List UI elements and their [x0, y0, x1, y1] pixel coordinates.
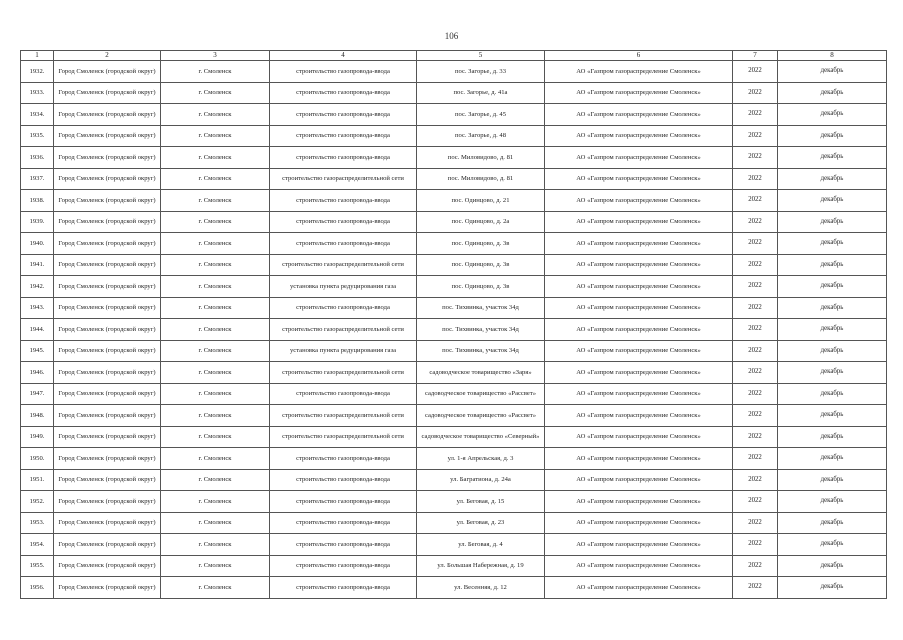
address-cell: пос. Тихвинка, участок 34д	[417, 340, 545, 362]
work-type-cell: строительство газопровода-ввода	[270, 469, 417, 491]
month-cell: декабрь	[778, 491, 887, 513]
column-header: 7	[733, 51, 778, 61]
month-cell: декабрь	[778, 233, 887, 255]
work-type-cell: строительство газопровода-ввода	[270, 555, 417, 577]
table-row	[21, 512, 887, 534]
address-cell: ул. Беговая, д. 15	[417, 491, 545, 513]
month-cell: декабрь	[778, 254, 887, 276]
operator-cell: АО «Газпром газораспределение Смоленск»	[545, 82, 733, 104]
operator-cell: АО «Газпром газораспределение Смоленск»	[545, 104, 733, 126]
operator-cell: АО «Газпром газораспределение Смоленск»	[545, 168, 733, 190]
year-cell: 2022	[733, 340, 778, 362]
settlement-cell: г. Смоленск	[161, 426, 270, 448]
operator-cell: АО «Газпром газораспределение Смоленск»	[545, 297, 733, 319]
year-cell: 2022	[733, 82, 778, 104]
table-row	[21, 190, 887, 212]
address-cell: пос. Загорье, д. 41а	[417, 82, 545, 104]
operator-cell: АО «Газпром газораспределение Смоленск»	[545, 512, 733, 534]
work-type-cell: установка пункта редуцирования газа	[270, 340, 417, 362]
month-cell: декабрь	[778, 534, 887, 556]
municipality-cell: Город Смоленск (городской округ)	[54, 297, 161, 319]
year-cell: 2022	[733, 297, 778, 319]
work-type-cell: строительство газопровода-ввода	[270, 211, 417, 233]
address-cell: садоводческое товарищество «Рассвет»	[417, 405, 545, 427]
operator-cell: АО «Газпром газораспределение Смоленск»	[545, 448, 733, 470]
month-cell: декабрь	[778, 190, 887, 212]
work-type-cell: строительство газопровода-ввода	[270, 61, 417, 83]
address-cell: пос. Тихвинка, участок 34д	[417, 319, 545, 341]
operator-cell: АО «Газпром газораспределение Смоленск»	[545, 254, 733, 276]
month-cell: декабрь	[778, 383, 887, 405]
settlement-cell: г. Смоленск	[161, 61, 270, 83]
work-type-cell: строительство газопровода-ввода	[270, 190, 417, 212]
year-cell: 2022	[733, 233, 778, 255]
municipality-cell: Город Смоленск (городской округ)	[54, 405, 161, 427]
table-row	[21, 61, 887, 83]
municipality-cell: Город Смоленск (городской округ)	[54, 448, 161, 470]
table-row	[21, 147, 887, 169]
row-number-cell: 1952.	[21, 491, 54, 513]
month-cell: декабрь	[778, 125, 887, 147]
work-type-cell: установка пункта редуцирования газа	[270, 276, 417, 298]
operator-cell: АО «Газпром газораспределение Смоленск»	[545, 534, 733, 556]
month-cell: декабрь	[778, 448, 887, 470]
address-cell: ул. Беговая, д. 23	[417, 512, 545, 534]
year-cell: 2022	[733, 469, 778, 491]
settlement-cell: г. Смоленск	[161, 147, 270, 169]
operator-cell: АО «Газпром газораспределение Смоленск»	[545, 211, 733, 233]
work-type-cell: строительство газопровода-ввода	[270, 448, 417, 470]
operator-cell: АО «Газпром газораспределение Смоленск»	[545, 383, 733, 405]
municipality-cell: Город Смоленск (городской округ)	[54, 577, 161, 599]
settlement-cell: г. Смоленск	[161, 362, 270, 384]
page-number: 106	[444, 31, 459, 41]
municipality-cell: Город Смоленск (городской округ)	[54, 82, 161, 104]
operator-cell: АО «Газпром газораспределение Смоленск»	[545, 340, 733, 362]
municipality-cell: Город Смоленск (городской округ)	[54, 469, 161, 491]
table-row	[21, 319, 887, 341]
row-number-cell: 1940.	[21, 233, 54, 255]
year-cell: 2022	[733, 512, 778, 534]
month-cell: декабрь	[778, 61, 887, 83]
table-row	[21, 577, 887, 599]
month-cell: декабрь	[778, 168, 887, 190]
address-cell: пос. Миловидово, д. 81	[417, 147, 545, 169]
month-cell: декабрь	[778, 211, 887, 233]
address-cell: пос. Миловидово, д. 81	[417, 168, 545, 190]
settlement-cell: г. Смоленск	[161, 555, 270, 577]
row-number-cell: 1935.	[21, 125, 54, 147]
address-cell: пос. Загорье, д. 48	[417, 125, 545, 147]
row-number-cell: 1944.	[21, 319, 54, 341]
month-cell: декабрь	[778, 469, 887, 491]
gasification-table	[20, 50, 887, 599]
month-cell: декабрь	[778, 426, 887, 448]
table-row	[21, 448, 887, 470]
month-cell: декабрь	[778, 340, 887, 362]
settlement-cell: г. Смоленск	[161, 233, 270, 255]
row-number-cell: 1943.	[21, 297, 54, 319]
year-cell: 2022	[733, 168, 778, 190]
year-cell: 2022	[733, 276, 778, 298]
row-number-cell: 1941.	[21, 254, 54, 276]
operator-cell: АО «Газпром газораспределение Смоленск»	[545, 125, 733, 147]
address-cell: пос. Одинцово, д. 3в	[417, 233, 545, 255]
work-type-cell: строительство газопровода-ввода	[270, 512, 417, 534]
table-row	[21, 469, 887, 491]
address-cell: пос. Одинцово, д. 3в	[417, 276, 545, 298]
column-header: 1	[21, 51, 54, 61]
row-number-cell: 1946.	[21, 362, 54, 384]
operator-cell: АО «Газпром газораспределение Смоленск»	[545, 426, 733, 448]
row-number-cell: 1942.	[21, 276, 54, 298]
column-header: 8	[778, 51, 887, 61]
work-type-cell: строительство газораспределительной сети	[270, 168, 417, 190]
table-row	[21, 340, 887, 362]
operator-cell: АО «Газпром газораспределение Смоленск»	[545, 577, 733, 599]
month-cell: декабрь	[778, 276, 887, 298]
address-cell: пос. Одинцово, д. 2а	[417, 211, 545, 233]
operator-cell: АО «Газпром газораспределение Смоленск»	[545, 61, 733, 83]
address-cell: ул. Весенняя, д. 12	[417, 577, 545, 599]
table-row	[21, 82, 887, 104]
municipality-cell: Город Смоленск (городской округ)	[54, 61, 161, 83]
table-row	[21, 491, 887, 513]
settlement-cell: г. Смоленск	[161, 383, 270, 405]
column-header: 5	[417, 51, 545, 61]
settlement-cell: г. Смоленск	[161, 211, 270, 233]
year-cell: 2022	[733, 319, 778, 341]
work-type-cell: строительство газопровода-ввода	[270, 383, 417, 405]
work-type-cell: строительство газораспределительной сети	[270, 362, 417, 384]
work-type-cell: строительство газопровода-ввода	[270, 82, 417, 104]
year-cell: 2022	[733, 61, 778, 83]
column-number-row	[21, 51, 887, 61]
settlement-cell: г. Смоленск	[161, 577, 270, 599]
operator-cell: АО «Газпром газораспределение Смоленск»	[545, 190, 733, 212]
municipality-cell: Город Смоленск (городской округ)	[54, 276, 161, 298]
column-header: 3	[161, 51, 270, 61]
settlement-cell: г. Смоленск	[161, 297, 270, 319]
municipality-cell: Город Смоленск (городской округ)	[54, 362, 161, 384]
table-row	[21, 125, 887, 147]
row-number-cell: 1947.	[21, 383, 54, 405]
settlement-cell: г. Смоленск	[161, 491, 270, 513]
column-header: 4	[270, 51, 417, 61]
municipality-cell: Город Смоленск (городской округ)	[54, 254, 161, 276]
table-row	[21, 211, 887, 233]
address-cell: ул. Беговая, д. 4	[417, 534, 545, 556]
municipality-cell: Город Смоленск (городской округ)	[54, 168, 161, 190]
settlement-cell: г. Смоленск	[161, 276, 270, 298]
work-type-cell: строительство газопровода-ввода	[270, 297, 417, 319]
column-header: 6	[545, 51, 733, 61]
row-number-cell: 1932.	[21, 61, 54, 83]
address-cell: пос. Одинцово, д. 3в	[417, 254, 545, 276]
operator-cell: АО «Газпром газораспределение Смоленск»	[545, 469, 733, 491]
row-number-cell: 1948.	[21, 405, 54, 427]
address-cell: ул. Багратиона, д. 24а	[417, 469, 545, 491]
table-row	[21, 534, 887, 556]
month-cell: декабрь	[778, 104, 887, 126]
row-number-cell: 1936.	[21, 147, 54, 169]
work-type-cell: строительство газораспределительной сети	[270, 319, 417, 341]
month-cell: декабрь	[778, 555, 887, 577]
operator-cell: АО «Газпром газораспределение Смоленск»	[545, 233, 733, 255]
table-row	[21, 233, 887, 255]
operator-cell: АО «Газпром газораспределение Смоленск»	[545, 491, 733, 513]
table-row	[21, 555, 887, 577]
month-cell: декабрь	[778, 297, 887, 319]
operator-cell: АО «Газпром газораспределение Смоленск»	[545, 362, 733, 384]
work-type-cell: строительство газораспределительной сети	[270, 405, 417, 427]
table-row	[21, 362, 887, 384]
year-cell: 2022	[733, 534, 778, 556]
municipality-cell: Город Смоленск (городской округ)	[54, 383, 161, 405]
month-cell: декабрь	[778, 405, 887, 427]
month-cell: декабрь	[778, 362, 887, 384]
municipality-cell: Город Смоленск (городской округ)	[54, 491, 161, 513]
municipality-cell: Город Смоленск (городской округ)	[54, 190, 161, 212]
table-row	[21, 104, 887, 126]
row-number-cell: 1945.	[21, 340, 54, 362]
row-number-cell: 1949.	[21, 426, 54, 448]
table-row	[21, 168, 887, 190]
table-row	[21, 297, 887, 319]
settlement-cell: г. Смоленск	[161, 254, 270, 276]
address-cell: садоводческое товарищество «Рассвет»	[417, 383, 545, 405]
year-cell: 2022	[733, 190, 778, 212]
municipality-cell: Город Смоленск (городской округ)	[54, 125, 161, 147]
year-cell: 2022	[733, 147, 778, 169]
column-header: 2	[54, 51, 161, 61]
address-cell: пос. Тихвинка, участок 34д	[417, 297, 545, 319]
month-cell: декабрь	[778, 82, 887, 104]
address-cell: ул. 1-я Апрельская, д. 3	[417, 448, 545, 470]
row-number-cell: 1954.	[21, 534, 54, 556]
municipality-cell: Город Смоленск (городской округ)	[54, 319, 161, 341]
settlement-cell: г. Смоленск	[161, 125, 270, 147]
work-type-cell: строительство газопровода-ввода	[270, 577, 417, 599]
address-cell: садоводческое товарищество «Северный»	[417, 426, 545, 448]
settlement-cell: г. Смоленск	[161, 319, 270, 341]
operator-cell: АО «Газпром газораспределение Смоленск»	[545, 276, 733, 298]
address-cell: ул. Большая Набережная, д. 19	[417, 555, 545, 577]
address-cell: пос. Одинцово, д. 21	[417, 190, 545, 212]
municipality-cell: Город Смоленск (городской округ)	[54, 147, 161, 169]
row-number-cell: 1956.	[21, 577, 54, 599]
year-cell: 2022	[733, 426, 778, 448]
year-cell: 2022	[733, 383, 778, 405]
row-number-cell: 1955.	[21, 555, 54, 577]
row-number-cell: 1938.	[21, 190, 54, 212]
operator-cell: АО «Газпром газораспределение Смоленск»	[545, 319, 733, 341]
municipality-cell: Город Смоленск (городской округ)	[54, 534, 161, 556]
row-number-cell: 1953.	[21, 512, 54, 534]
settlement-cell: г. Смоленск	[161, 469, 270, 491]
row-number-cell: 1950.	[21, 448, 54, 470]
table-row	[21, 254, 887, 276]
year-cell: 2022	[733, 362, 778, 384]
year-cell: 2022	[733, 577, 778, 599]
municipality-cell: Город Смоленск (городской округ)	[54, 104, 161, 126]
address-cell: садоводческое товарищество «Заря»	[417, 362, 545, 384]
row-number-cell: 1939.	[21, 211, 54, 233]
settlement-cell: г. Смоленск	[161, 190, 270, 212]
table-row	[21, 276, 887, 298]
address-cell: пос. Загорье, д. 45	[417, 104, 545, 126]
year-cell: 2022	[733, 125, 778, 147]
year-cell: 2022	[733, 104, 778, 126]
municipality-cell: Город Смоленск (городской округ)	[54, 426, 161, 448]
year-cell: 2022	[733, 555, 778, 577]
year-cell: 2022	[733, 254, 778, 276]
work-type-cell: строительство газопровода-ввода	[270, 104, 417, 126]
month-cell: декабрь	[778, 577, 887, 599]
year-cell: 2022	[733, 211, 778, 233]
work-type-cell: строительство газопровода-ввода	[270, 147, 417, 169]
settlement-cell: г. Смоленск	[161, 448, 270, 470]
work-type-cell: строительство газопровода-ввода	[270, 233, 417, 255]
work-type-cell: строительство газораспределительной сети	[270, 426, 417, 448]
table-row	[21, 383, 887, 405]
row-number-cell: 1933.	[21, 82, 54, 104]
municipality-cell: Город Смоленск (городской округ)	[54, 233, 161, 255]
month-cell: декабрь	[778, 319, 887, 341]
operator-cell: АО «Газпром газораспределение Смоленск»	[545, 147, 733, 169]
row-number-cell: 1937.	[21, 168, 54, 190]
row-number-cell: 1934.	[21, 104, 54, 126]
year-cell: 2022	[733, 491, 778, 513]
settlement-cell: г. Смоленск	[161, 512, 270, 534]
month-cell: декабрь	[778, 512, 887, 534]
settlement-cell: г. Смоленск	[161, 104, 270, 126]
work-type-cell: строительство газораспределительной сети	[270, 254, 417, 276]
year-cell: 2022	[733, 448, 778, 470]
municipality-cell: Город Смоленск (городской округ)	[54, 211, 161, 233]
operator-cell: АО «Газпром газораспределение Смоленск»	[545, 405, 733, 427]
settlement-cell: г. Смоленск	[161, 340, 270, 362]
address-cell: пос. Загорье, д. 33	[417, 61, 545, 83]
municipality-cell: Город Смоленск (городской округ)	[54, 555, 161, 577]
work-type-cell: строительство газопровода-ввода	[270, 125, 417, 147]
work-type-cell: строительство газопровода-ввода	[270, 534, 417, 556]
table-row	[21, 426, 887, 448]
settlement-cell: г. Смоленск	[161, 82, 270, 104]
work-type-cell: строительство газопровода-ввода	[270, 491, 417, 513]
row-number-cell: 1951.	[21, 469, 54, 491]
settlement-cell: г. Смоленск	[161, 405, 270, 427]
municipality-cell: Город Смоленск (городской округ)	[54, 340, 161, 362]
operator-cell: АО «Газпром газораспределение Смоленск»	[545, 555, 733, 577]
settlement-cell: г. Смоленск	[161, 534, 270, 556]
table-row	[21, 405, 887, 427]
municipality-cell: Город Смоленск (городской округ)	[54, 512, 161, 534]
month-cell: декабрь	[778, 147, 887, 169]
year-cell: 2022	[733, 405, 778, 427]
settlement-cell: г. Смоленск	[161, 168, 270, 190]
